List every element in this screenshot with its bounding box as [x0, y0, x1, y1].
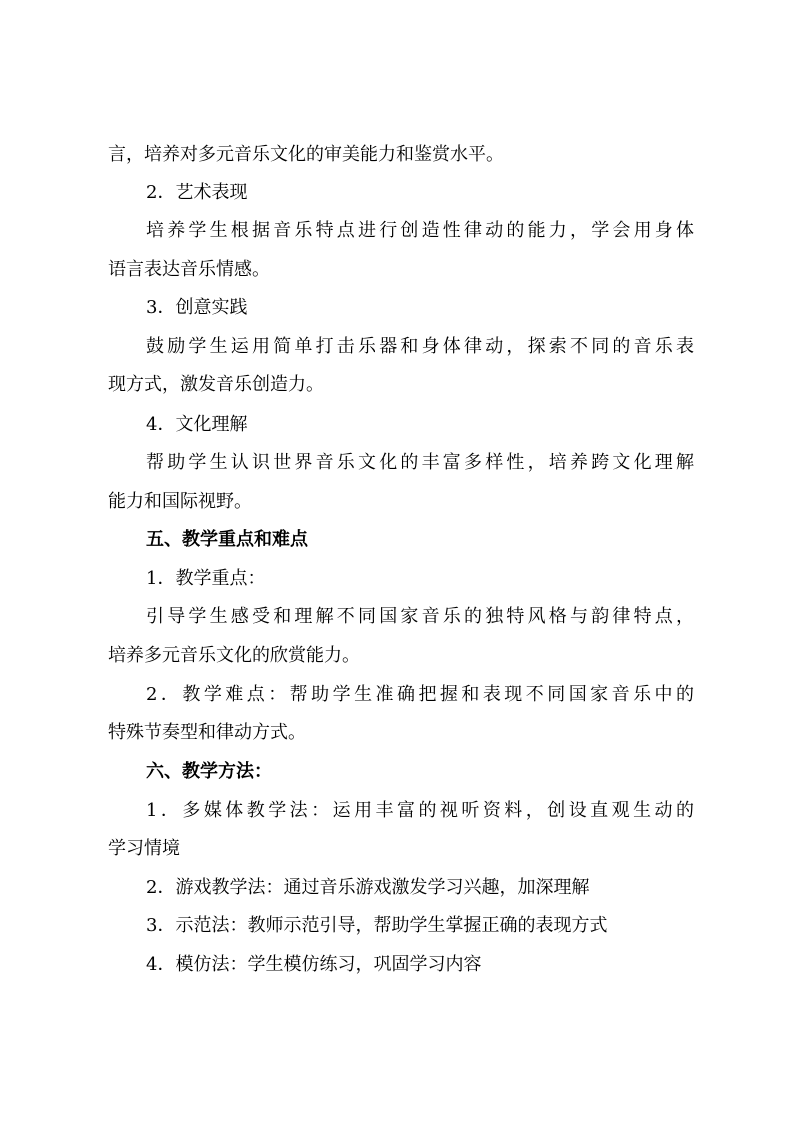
- subheading-creative-practice: 3．创意实践: [146, 297, 248, 318]
- list-item: 2．游戏教学法：通过音乐游戏激发学习兴趣，加深理解: [146, 877, 590, 898]
- paragraph-line: 特殊节奏型和律动方式。: [108, 722, 306, 743]
- list-item: 4．模仿法：学生模仿练习，巩固学习内容: [146, 954, 482, 975]
- paragraph-line: 培养多元音乐文化的欣赏能力。: [108, 645, 360, 666]
- subheading-cultural-understanding: 4．文化理解: [146, 414, 248, 435]
- paragraph-line: 学习情境: [108, 838, 180, 859]
- paragraph-line: 引导学生感受和理解不同国家音乐的独特风格与韵律特点，: [146, 606, 694, 627]
- paragraph-line: 言，培养对多元音乐文化的审美能力和鉴赏水平。: [108, 144, 504, 165]
- paragraph-line: 帮助学生认识世界音乐文化的丰富多样性，培养跨文化理解: [146, 452, 694, 473]
- paragraph-line: 2．教学难点：帮助学生准确把握和表现不同国家音乐中的: [146, 684, 694, 705]
- paragraph-line: 能力和国际视野。: [108, 491, 252, 512]
- paragraph-line: 现方式，激发音乐创造力。: [108, 374, 324, 395]
- subheading-teaching-focus: 1．教学重点：: [146, 568, 266, 589]
- section-heading-key-points: 五、教学重点和难点: [146, 529, 308, 550]
- subheading-artistic-expression: 2．艺术表现: [146, 182, 248, 203]
- paragraph-line: 语言表达音乐情感。: [108, 259, 270, 280]
- list-item: 1．多媒体教学法：运用丰富的视听资料，创设直观生动的: [146, 800, 694, 821]
- paragraph-line: 鼓励学生运用简单打击乐器和身体律动，探索不同的音乐表: [146, 336, 694, 357]
- paragraph-line: 培养学生根据音乐特点进行创造性律动的能力，学会用身体: [146, 220, 694, 241]
- section-heading-teaching-methods: 六、教学方法：: [146, 761, 272, 782]
- list-item: 3．示范法：教师示范引导，帮助学生掌握正确的表现方式: [146, 915, 608, 936]
